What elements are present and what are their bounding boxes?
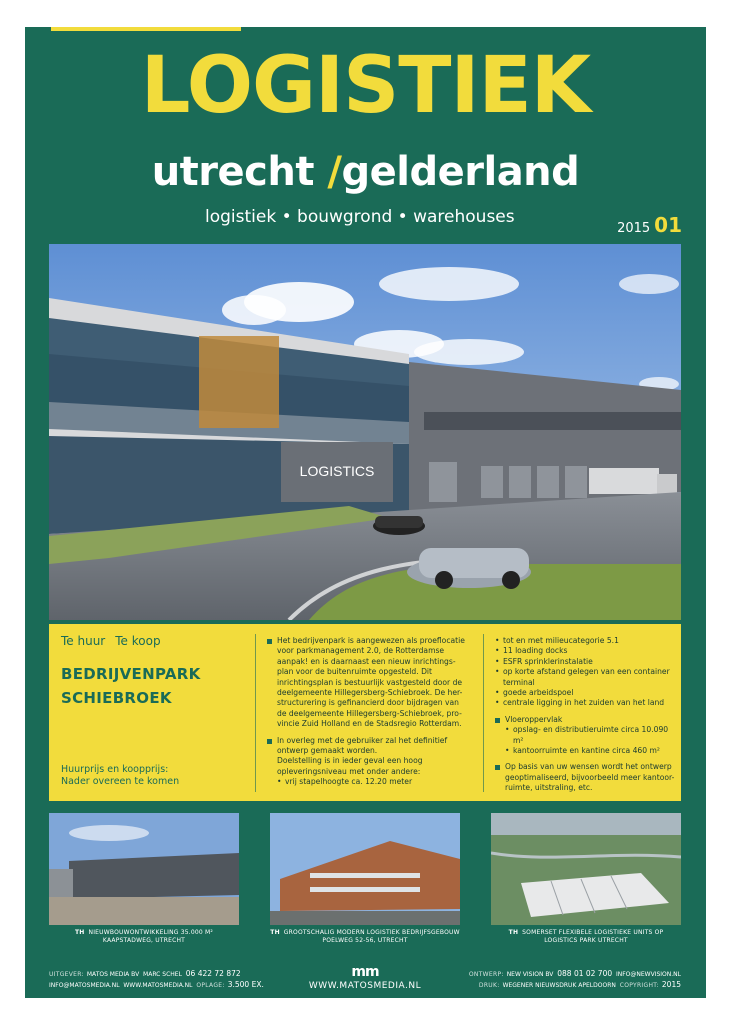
caption-tag: TH: [270, 929, 280, 936]
listing-panel: [49, 624, 681, 801]
contact-name: MARC SCHEL: [143, 971, 182, 978]
feature-item: • 11 loading docks: [495, 646, 675, 656]
floor-area-title: Vloeroppervlak: [505, 714, 563, 724]
feature-item: • ESFR sprinklerinstalatie: [495, 657, 675, 667]
publisher-site[interactable]: WWW.MATOSMEDIA.NL: [123, 982, 193, 989]
floor-area-section: [495, 715, 675, 757]
subtitle-region-gelderland: gelderland: [341, 149, 580, 195]
caption-line1: SOMERSET FLEXIBELE LOGISTIEKE UNITS OP: [522, 929, 664, 936]
magazine-cover: [25, 27, 706, 998]
project-thumb-kaapstadweg: [49, 813, 239, 944]
building-sign-text: LOGISTICS: [299, 463, 375, 479]
price-value: Nader overeen te komen: [61, 776, 180, 787]
caption-line2: LOGISTICS PARK UTRECHT: [544, 936, 628, 944]
description-paragraph: Het bedrijvenpark is aangewezen als proeflocatie voor parkmanagement 2.0, de Rotterdamse aanpak! en is daarnaast een nieuw inrichtings-plan voor de buitenruimte opgesteld. Dit inrichtingsplan is bestuurlijk vastgesteld door de deelgemeente Hillegersberg-Schiebroek. De her-structurering is gefinancierd door bijdragen van de deelgemeente Hillegersberg-Schiebroek, pro-vincie Zuid Holland en de Stadsregio Rotterdam.: [267, 636, 467, 730]
magazine-title: LOGISTIEK: [140, 41, 591, 131]
designer-phone: 088 01 02 700: [557, 969, 613, 978]
designer-name: NEW VISION BV: [506, 971, 554, 978]
edition-number: [617, 213, 682, 241]
project-thumb-somerset: [491, 813, 681, 944]
project-photo: [270, 813, 460, 925]
feature-item: • op korte afstand gelegen van een container terminal: [495, 667, 675, 688]
footer: [49, 964, 681, 995]
park-name-line2: SCHIEBROEK: [61, 689, 172, 707]
floor-area-office: • kantoorruimte en kantine circa 460 m²: [505, 746, 675, 756]
caption-tag: TH: [508, 929, 519, 936]
design-text: In overleg met de gebruiker zal het definitief ontwerp gemaakt worden.: [277, 735, 448, 756]
magazine-subtitle: [25, 147, 706, 197]
offer-rent: Te huur: [61, 634, 106, 648]
floor-area-storage: • opslag- en distributieruimte circa 10.090 m²: [505, 725, 675, 746]
subtitle-region-utrecht: utrecht: [151, 149, 314, 195]
spec-stack-height: • vrij stapelhoogte ca. 12.20 meter: [277, 777, 467, 787]
print-label: DRUK:: [478, 982, 500, 989]
project-thumb-poelweg: [270, 813, 460, 944]
publisher-name: MATOS MEDIA BV: [86, 971, 140, 978]
optimization-paragraph: Op basis van uw wensen wordt het ontwerp geoptimaliseerd, bijvoorbeeld meer kantoor-ruimte, uitstraling, etc.: [495, 762, 675, 793]
edition-year: 2015: [617, 221, 651, 236]
publisher-phone: 06 422 72 872: [185, 969, 241, 978]
designer-email[interactable]: INFO@NEWVISION.NL: [615, 971, 681, 978]
offer-types: [61, 634, 246, 648]
printer-name: WEGENER NIEUWSDRUK APELDOORN: [502, 982, 616, 989]
column-divider: [483, 634, 484, 792]
matosmedia-logo: [299, 964, 431, 991]
circulation-value: 3.500 EX.: [227, 980, 264, 989]
logo-mark: mm: [351, 964, 379, 980]
copyright-year: 2015: [661, 980, 681, 989]
project-caption: [270, 929, 460, 944]
listing-features: [495, 636, 675, 800]
design-label: ONTWERP:: [468, 971, 504, 978]
circulation-label: OPLAGE:: [196, 982, 225, 989]
publisher-email[interactable]: INFO@MATOSMEDIA.NL: [49, 982, 120, 989]
hero-building-render: [49, 244, 681, 620]
edition-issue: 01: [654, 213, 682, 237]
caption-line1: GROOTSCHALIG MODERN LOGISTIEK BEDRIJFSGEBOUW: [283, 929, 460, 936]
copyright-label: COPYRIGHT:: [619, 982, 659, 989]
caption-line2: POELWEG 52-56, UTRECHT: [322, 936, 408, 944]
offer-buy: Te koop: [115, 634, 161, 648]
project-caption: [49, 929, 239, 944]
park-name: [61, 662, 246, 710]
column-divider: [255, 634, 256, 792]
publisher-label: UITGEVER:: [49, 971, 84, 978]
project-photo: [49, 813, 239, 925]
matosmedia-website[interactable]: WWW.MATOSMEDIA.NL: [308, 981, 422, 991]
caption-line1: NIEUWBOUWONTWIKKELING 35.000 M²: [88, 929, 214, 936]
caption-line2: KAAPSTADWEG, UTRECHT: [102, 936, 186, 944]
listing-description: [267, 636, 467, 794]
listing-summary: [61, 634, 246, 794]
price-label: Huurprijs en koopprijs:: [61, 764, 169, 775]
top-accent-bar: [51, 27, 241, 31]
production-info: [469, 969, 681, 991]
subtitle-slash: /: [327, 149, 342, 195]
project-thumbnails: [49, 813, 681, 949]
feature-list: [495, 636, 675, 709]
design-paragraph: [267, 736, 467, 788]
feature-item: • centrale ligging in het zuiden van het land: [495, 698, 675, 708]
project-photo: [491, 813, 681, 925]
project-caption: [491, 929, 681, 944]
price-info: [61, 764, 179, 788]
magazine-tagline: logistiek • bouwgrond • warehouses: [205, 207, 515, 227]
goal-text: Doelstelling is in ieder geval een hoog opleveringsniveau met onder andere:: [277, 756, 423, 776]
feature-item: • goede arbeidspoel: [495, 688, 675, 698]
publisher-info: [49, 969, 264, 991]
park-name-line1: BEDRIJVENPARK: [61, 665, 201, 683]
caption-tag: TH: [74, 929, 85, 936]
feature-item: • tot en met milieucategorie 5.1: [495, 636, 675, 646]
